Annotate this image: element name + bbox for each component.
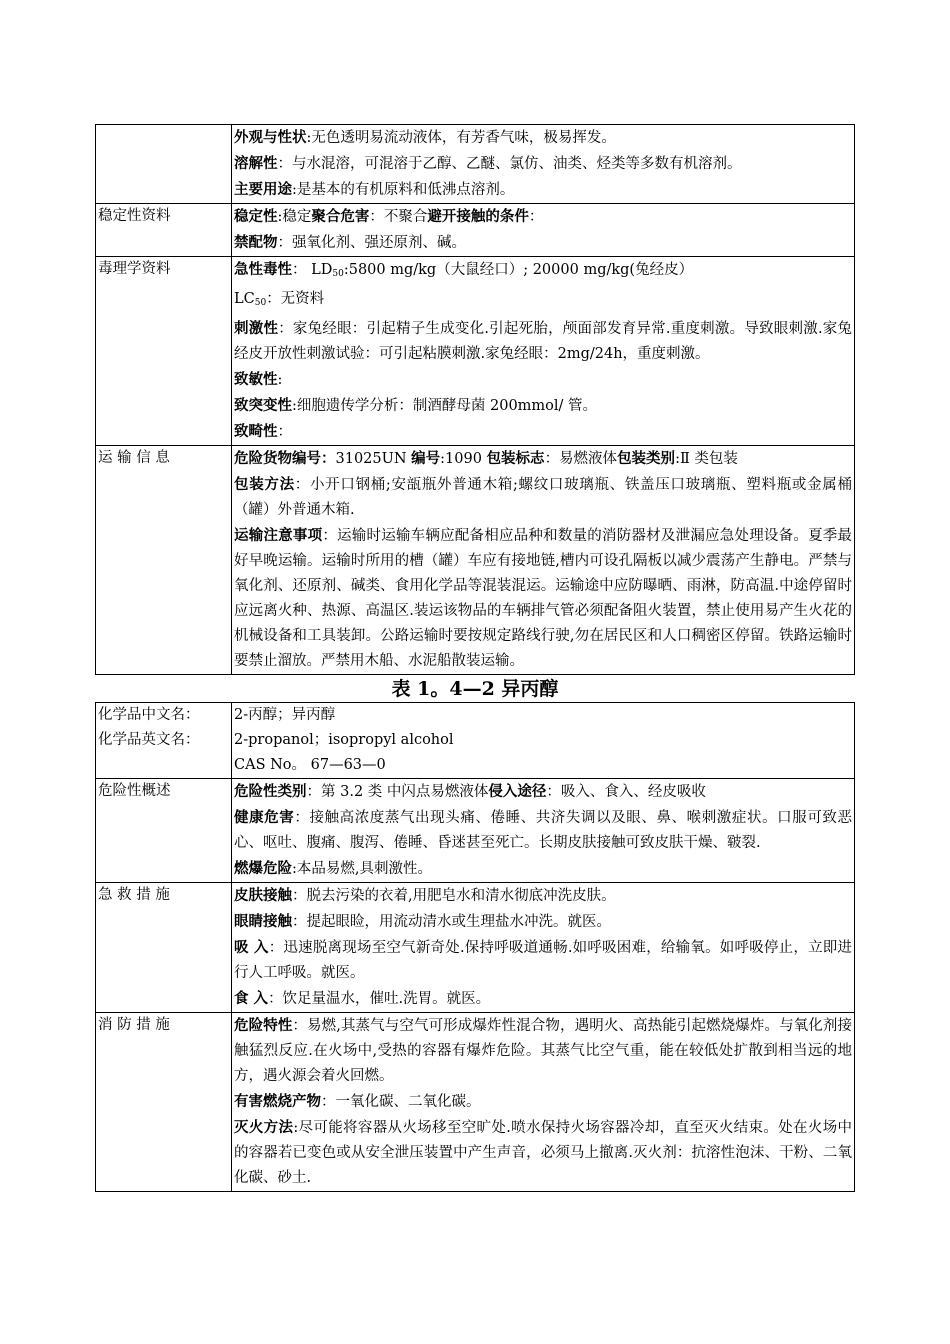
hazard-content: [232, 779, 855, 883]
sensitization-line: 致敏性:: [234, 371, 283, 388]
firefighting-row: [96, 1013, 855, 1192]
skin-contact-line: 皮肤接触：脱去污染的衣着,用肥皂水和清水彻底冲洗皮肤。: [234, 887, 616, 904]
lc50-line: $LC_{50}$：无资料: [234, 291, 325, 308]
row-label: 危险性概述: [96, 779, 232, 883]
cn-name-label: 化学品中文名：: [98, 707, 200, 723]
names-row: [96, 703, 855, 779]
row-label: 急 救 措 施: [96, 883, 232, 1013]
names-content: [232, 703, 855, 779]
solubility-line: 溶解性：与水混溶，可混溶于乙醇、乙醚、氯仿、油类、烃类等多数有机溶剂。: [234, 155, 742, 172]
isopropanol-table: [95, 702, 855, 1192]
mutagenicity-line: 致突变性:细胞遗传学分析：制酒酵母菌 200mmol/ 管。: [234, 397, 598, 414]
en-name-label: 化学品英文名：: [98, 732, 200, 748]
row-label: [96, 703, 232, 779]
irritation-para: 刺激性：家兔经眼：引起精子生成变化.引起死胎，颅面部发育异常.重度刺激。导致眼刺激.家兔经皮开放性刺激试验：可引起粘膜刺激.家兔经眼：2mg/24h，重度刺激。: [234, 320, 853, 362]
incompatible-line: 禁配物：强氧化剂、强还原剂、碱。: [234, 234, 466, 251]
acute-toxicity-line: 急性毒性： $LD_{50}:5800$ mg/kg（大鼠经口）; 20000 mg/kg(兔经皮）: [234, 261, 694, 279]
first-aid-row: [96, 883, 855, 1013]
stability-row: [96, 204, 855, 257]
inhalation-para: 吸 入：迅速脱离现场至空气新奇处.保持呼吸道通畅.如呼吸困难，给输氧。如呼吸停止，立即进行人工呼吸。就医。: [234, 939, 852, 981]
health-hazard-para: 健康危害：接触高浓度蒸气出现头痛、倦睡、共济失调以及眼、鼻、喉刺激症状。口服可致恶心、呕吐、腹痛、腹泻、倦睡、昏迷甚至死亡。长期皮肤接触可致皮肤干燥、皲裂.: [234, 809, 853, 851]
ingestion-line: 食 入：饮足量温水，催吐.洗胃。就医。: [234, 990, 491, 1007]
physical-content: [232, 125, 855, 204]
transport-row: [96, 446, 855, 675]
table-caption: 表 1。4—2 异丙醇: [391, 678, 559, 700]
stability-line: 稳定性:稳定聚合危害：不聚合避开接触的条件：: [234, 208, 544, 225]
dangerous-goods-line: 危险货物编号：31025UN 编号:1090 包装标志：易燃液体包装类别:Ⅱ 类包装: [234, 450, 738, 467]
cas-number: CAS No。 67—63—0: [234, 757, 386, 773]
stability-content: [232, 204, 855, 257]
transport-notes-para: 运输注意事项：运输时运输车辆应配备相应品种和数量的消防器材及泄漏应急处理设备。夏季最好早晚运输。运输时所用的槽（罐）车应有接地链,槽内可设孔隔板以减少震荡产生静电。严禁与氧化剂、还原剂、碱类、食用化学品等混装混运。运输途中应防曝晒、雨淋，防高温.中途停留时应远离火种、热源、高温区.装运该物品的车辆排气管必须配备阻火装置，禁止使用易产生火花的机械设备和工具装卸。公路运输时要按规定路线行驶,勿在居民区和人口稠密区停留。铁路运输时要禁止溜放。严禁用木船、水泥船散装运输。: [234, 527, 853, 669]
row-label: 稳定性资料: [96, 204, 232, 257]
hazard-properties-para: 危险特性：易燃,其蒸气与空气可形成爆炸性混合物，遇明火、高热能引起燃烧爆炸。与氧化剂接触猛烈反应.在火场中,受热的容器有爆炸危险。其蒸气比空气重，能在较低处扩散到相当远的地方，遇火源会着火回燃。: [234, 1017, 852, 1084]
combustion-products-line: 有害燃烧产物：一氧化碳、二氧化碳。: [234, 1093, 481, 1110]
eye-contact-line: 眼睛接触：提起眼睑，用流动清水或生理盐水冲洗。就医。: [234, 913, 611, 930]
toxicology-row: [96, 257, 855, 446]
firefighting-content: [232, 1013, 855, 1192]
hazard-row: [96, 779, 855, 883]
en-name: 2-propanol；isopropyl alcohol: [234, 732, 454, 748]
extinguishing-para: 灭火方法:尽可能将容器从火场移至空旷处.喷水保持火场容器冷却，直至灭火结束。处在火场中的容器若已变色或从安全泄压装置中产生声音，必须马上撤离.灭火剂：抗溶性泡沫、干粉、二氧化碳、砂土.: [234, 1119, 853, 1186]
usage-line: 主要用途:是基本的有机原料和低沸点溶剂。: [234, 181, 515, 198]
toxicology-content: [232, 257, 855, 446]
fire-hazard-line: 燃爆危险:本品易燃,具刺激性。: [234, 860, 432, 877]
packaging-para: 包装方法：小开口钢桶;安瓿瓶外普通木箱;螺纹口玻璃瓶、铁盖压口玻璃瓶、塑料瓶或金属桶（罐）外普通木箱.: [234, 476, 852, 518]
appearance-line: 外观与性状:无色透明易流动液体，有芳香气味，极易挥发。: [234, 129, 616, 146]
first-aid-content: [232, 883, 855, 1013]
transport-content: [232, 446, 855, 675]
teratogenicity-line: 致畸性：: [234, 423, 292, 440]
row-label: [96, 125, 232, 204]
row-label: 毒理学资料: [96, 257, 232, 446]
row-label: 运 输 信 息: [96, 446, 232, 675]
row-label: 消 防 措 施: [96, 1013, 232, 1192]
cn-name: 2-丙醇；异丙醇: [234, 707, 336, 723]
physical-row: [96, 125, 855, 204]
hazard-class-line: 危险性类别：第 3.2 类 中闪点易燃液体侵入途径：吸入、食入、经皮吸收: [234, 783, 706, 800]
properties-table: [95, 124, 855, 675]
